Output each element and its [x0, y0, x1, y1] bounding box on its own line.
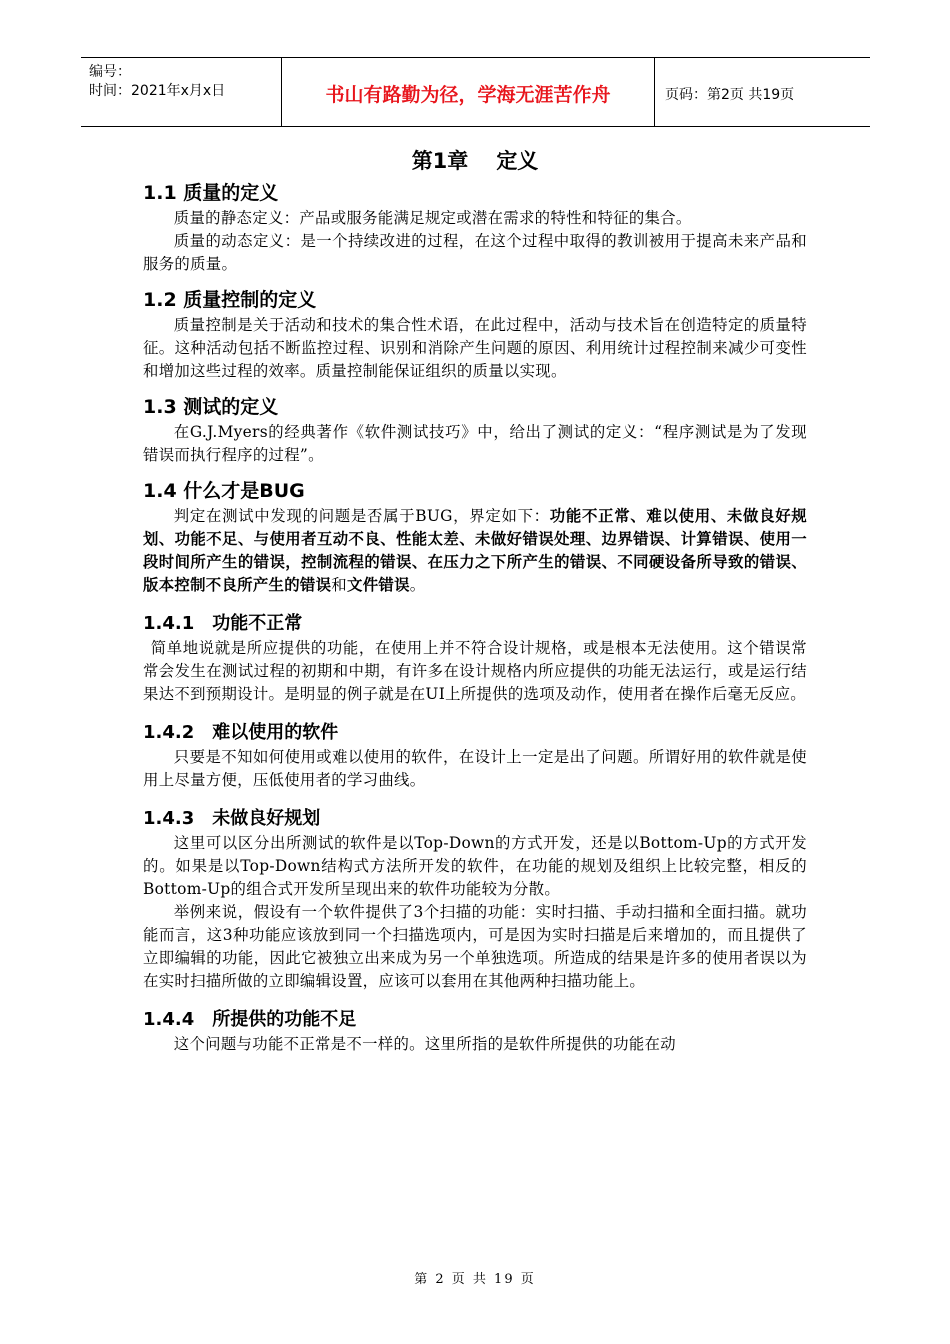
- chapter-name: 定义: [496, 149, 539, 173]
- section-heading: 1.4 什么才是BUG: [143, 480, 305, 502]
- motto: 书山有路勤为径，学海无涯苦作舟: [325, 84, 611, 106]
- number-label: 编号：: [89, 64, 131, 80]
- section-heading: 1.2 质量控制的定义: [143, 289, 317, 311]
- document-body: [143, 145, 807, 1056]
- page-info: 页码：第2页 共19页: [665, 87, 795, 103]
- paragraph: 质量的静态定义：产品或服务能满足规定或潜在需求的特性和特征的集合。: [173, 209, 692, 227]
- bug-and: 和: [331, 576, 347, 594]
- paragraph: [143, 505, 807, 597]
- page-footer: 第 2 页 共 19 页: [414, 1272, 536, 1287]
- paragraph: 这个问题与功能不正常是不一样的。这里所指的是软件所提供的功能在动: [173, 1035, 676, 1053]
- paragraph: 举例来说，假设有一个软件提供了3个扫描的功能：实时扫描、手动扫描和全面扫描。就功能而言，这3种功能应该放到同一个扫描选项内，可是因为实时扫描是后来增加的，而且提供了立即编辑的功能，因此它被独立出来成为另一个单独选项。所造成的结果是许多的使用者误以为在实时扫描所做的立即编辑设置，应该可以套用在其他两种扫描功能上。: [143, 903, 807, 990]
- chapter-number: 第1章: [411, 149, 469, 173]
- subsection-heading: 1.4.3 未做良好规划: [143, 808, 321, 829]
- chapter-title: [143, 145, 807, 177]
- header-meta-cell: [81, 58, 282, 126]
- bug-doc-error: 文件错误: [347, 576, 410, 594]
- bug-end: 。: [409, 576, 426, 594]
- bug-types: 功能不正常、难以使用、未做良好规划、功能不足、与使用者互动不良、性能太差、未做好错误处理、边界错误、计算错误、使用一段时间所产生的错误，控制流程的错误、在压力之下所产生的错误、不同硬设备所导致的错误、版本控制不良所产生的错误: [143, 507, 807, 594]
- paragraph: 在G.J.Myers的经典著作《软件测试技巧》中，给出了测试的定义：“程序测试是为了发现错误而执行程序的过程”。: [143, 423, 807, 464]
- subsection-heading: 1.4.2 难以使用的软件: [143, 722, 339, 743]
- section-heading: 1.3 测试的定义: [143, 396, 279, 418]
- subsection-heading: 1.4.4 所提供的功能不足: [143, 1009, 357, 1030]
- paragraph: 简单地说就是所应提供的功能，在使用上并不符合设计规格，或是根本无法使用。这个错误常常会发生在测试过程的初期和中期，有许多在设计规格内所应提供的功能无法运行，或是运行结果达不到预期设计。是明显的例子就是在UI上所提供的选项及动作，使用者在操作后毫无反应。: [143, 639, 807, 703]
- page-header: [81, 57, 870, 127]
- header-page-cell: [655, 58, 870, 126]
- paragraph: 质量的动态定义：是一个持续改进的过程，在这个过程中取得的教训被用于提高未来产品和服务的质量。: [143, 232, 807, 273]
- paragraph: 只要是不知如何使用或难以使用的软件，在设计上一定是出了问题。所谓好用的软件就是使用上尽量方便，压低使用者的学习曲线。: [143, 748, 807, 789]
- paragraph: 质量控制是关于活动和技术的集合性术语，在此过程中，活动与技术旨在创造特定的质量特征。这种活动包括不断监控过程、识别和消除产生问题的原因、利用统计过程控制来减少可变性和增加这些过程的效率。质量控制能保证组织的质量以实现。: [143, 316, 807, 380]
- time-label: 时间：2021年x月x日: [89, 83, 226, 99]
- header-motto-cell: [282, 58, 655, 126]
- paragraph: 这里可以区分出所测试的软件是以Top-Down的方式开发，还是以Bottom-Up的方式开发的。如果是以Top-Down结构式方法所开发的软件，在功能的规划及组织上比较完整，相反的Bottom-Up的组合式开发所呈现出来的软件功能较为分散。: [143, 834, 807, 898]
- subsection-heading: 1.4.1 功能不正常: [143, 613, 303, 634]
- section-heading: 1.1 质量的定义: [143, 182, 279, 204]
- bug-intro: 判定在测试中发现的问题是否属于BUG，界定如下：: [173, 507, 550, 525]
